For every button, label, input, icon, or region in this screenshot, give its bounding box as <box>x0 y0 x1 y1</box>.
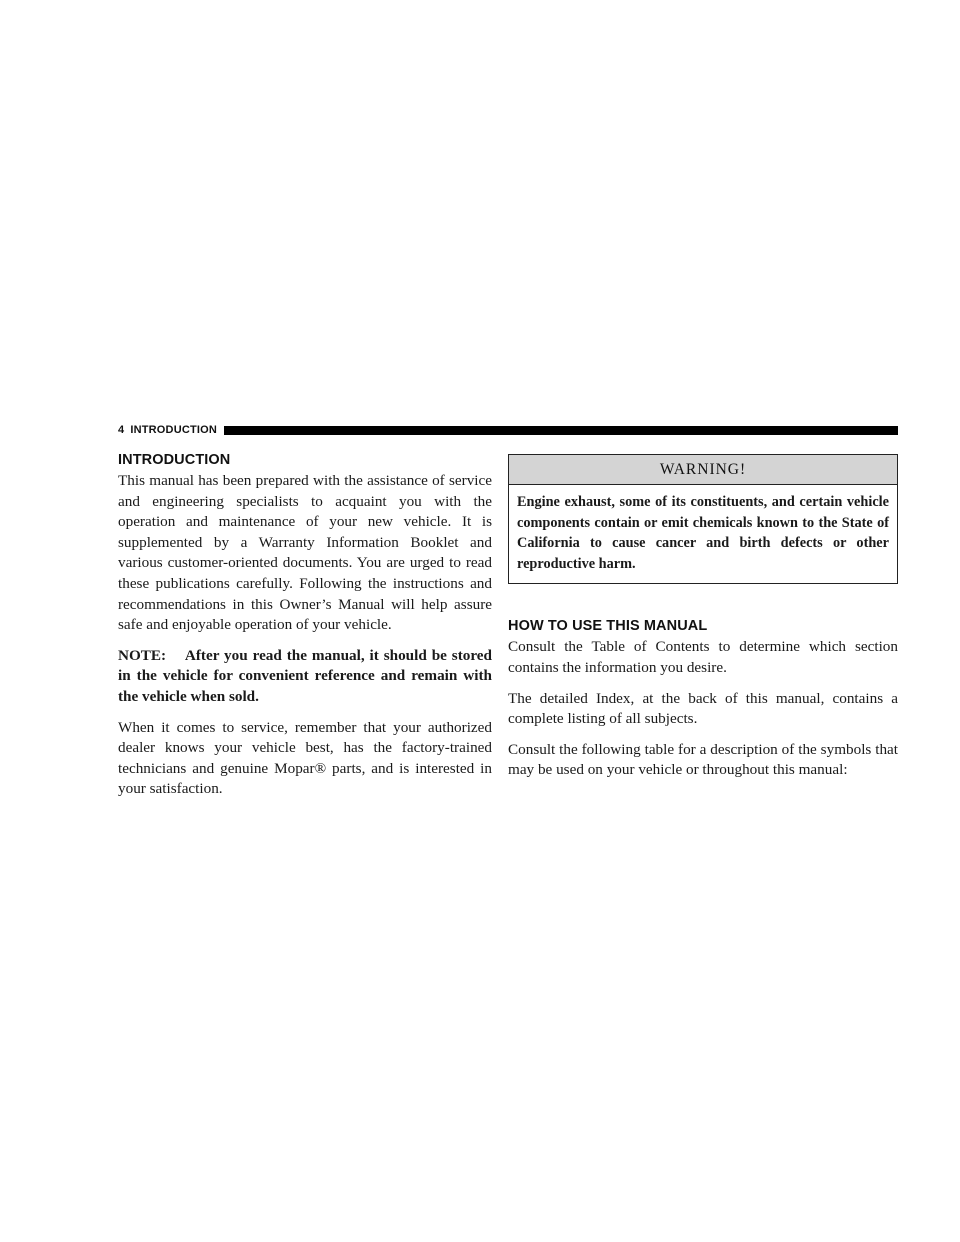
warning-text: Engine exhaust, some of its constituents, and certain vehicle components contain or emit chemicals known to the State of California to cause cancer and birth defects or other reproductive harm. <box>517 494 889 572</box>
warning-title: WARNING! <box>509 455 897 485</box>
page-header-label <box>118 424 217 436</box>
toc-paragraph: Consult the Table of Contents to determine which section contains the information you desire. <box>508 638 898 676</box>
left-column <box>118 452 496 810</box>
page-number: 4 <box>118 424 125 436</box>
header-rule <box>224 426 898 435</box>
intro-paragraph: This manual has been prepared with the assistance of service and engineering specialists to acquaint you with the operation and maintenance of your new vehicle. It is supplemented by a Warranty Information Booklet and various customer-oriented documents. You are urged to read these publications carefully. Following the instructions and recommendations in this Owner’s Manual will help assure safe and enjoyable operation of your vehicle. <box>118 472 492 634</box>
symbols-paragraph: Consult the following table for a description of the symbols that may be used on your vehicle or throughout this manual: <box>508 740 898 779</box>
page-header <box>118 423 898 437</box>
right-column <box>508 454 898 791</box>
index-paragraph: The detailed Index, at the back of this manual, contains a complete listing of all subjects. <box>508 689 898 728</box>
note-paragraph: NOTE: After you read the manual, it should be stored in the vehicle for convenient reference and remain with the vehicle when sold. <box>118 646 496 705</box>
section-label: INTRODUCTION <box>130 424 218 436</box>
service-paragraph: When it comes to service, remember that your authorized dealer knows your vehicle best, has the factory-trained technicians and genuine Mopar® parts, and is interested in your satisfaction. <box>118 718 492 798</box>
introduction-heading: INTRODUCTION <box>118 452 231 468</box>
how-to-use-heading: HOW TO USE THIS MANUAL <box>508 618 708 635</box>
warning-box <box>508 454 898 584</box>
